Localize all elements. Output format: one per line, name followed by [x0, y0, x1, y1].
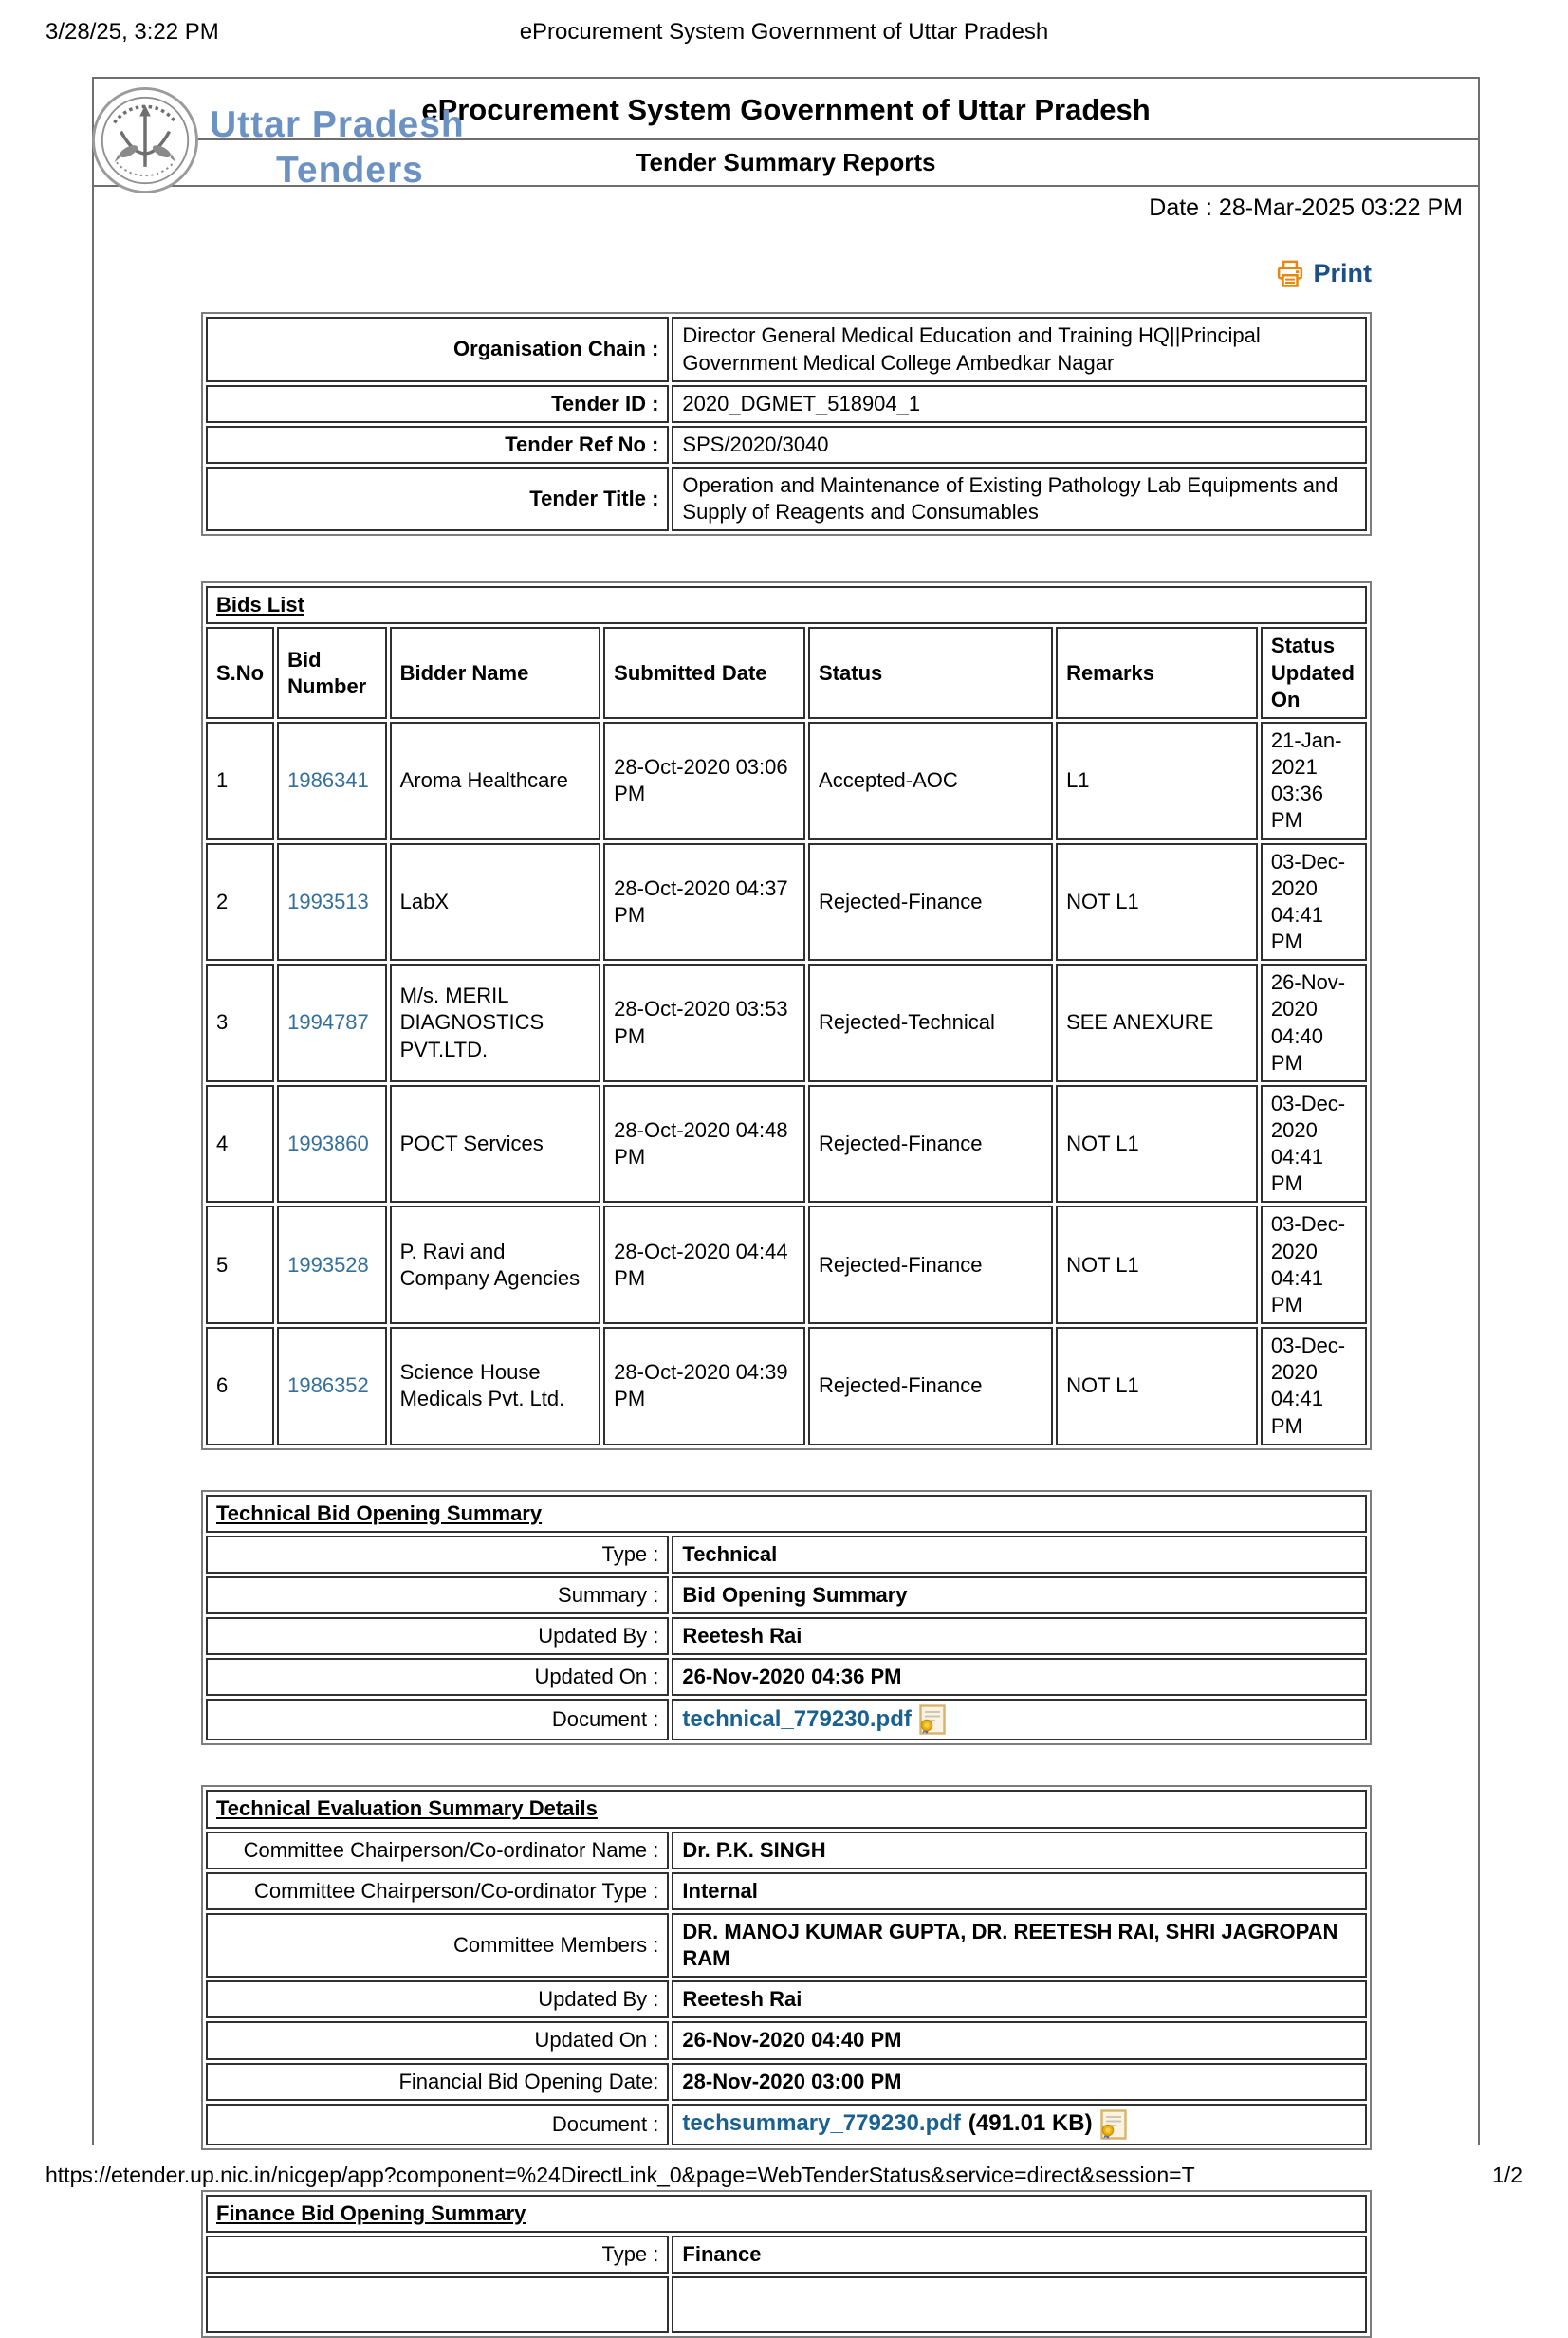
bid-row: [206, 722, 1367, 840]
field-value: Technical: [672, 1536, 1367, 1574]
field-label: Updated By :: [206, 1617, 669, 1655]
field-label: Financial Bid Opening Date:: [206, 2063, 669, 2101]
bid-row: [206, 1206, 1367, 1324]
field-value: SPS/2020/3040: [672, 426, 1367, 464]
bid-remarks: SEE ANEXURE: [1056, 964, 1258, 1082]
table-row: [206, 385, 1367, 423]
table-row: [206, 2104, 1367, 2145]
bid-row: [206, 1327, 1367, 1445]
field-value: 28-Nov-2020 03:00 PM: [672, 2063, 1367, 2101]
print-row: [201, 259, 1372, 299]
technical-evaluation-title: Technical Evaluation Summary Details: [206, 1790, 1367, 1828]
field-label: Updated On :: [206, 2021, 669, 2059]
bid-status: Accepted-AOC: [808, 722, 1053, 840]
column-header-sno: S.No: [206, 627, 274, 718]
field-value: Internal: [672, 1872, 1367, 1910]
certificate-icon: [919, 1704, 946, 1735]
table-row: [206, 426, 1367, 464]
report-content: [201, 259, 1372, 2338]
tender-info-table: [201, 312, 1372, 536]
bids-header-row: [206, 627, 1367, 718]
bid-remarks: NOT L1: [1056, 843, 1258, 962]
table-row: [206, 1576, 1367, 1614]
table-row: [206, 1832, 1367, 1869]
bid-number-link[interactable]: 1993528: [287, 1252, 369, 1277]
column-header-remarks: Remarks: [1056, 627, 1258, 718]
field-value: Dr. P.K. SINGH: [672, 1832, 1367, 1869]
report-date: Date : 28-Mar-2025 03:22 PM: [1149, 194, 1463, 222]
page-title: eProcurement System Government of Uttar Pradesh: [94, 79, 1478, 140]
bid-number-link[interactable]: 1986352: [287, 1373, 369, 1398]
report-subtitle: Tender Summary Reports: [94, 140, 1478, 187]
print-header-title: eProcurement System Government of Uttar Pradesh: [519, 19, 1049, 45]
table-row: [206, 1699, 1367, 1740]
bids-list-table: [201, 581, 1372, 1449]
table-row: [206, 1872, 1367, 1910]
bidder-name: P. Ravi and Company Agencies: [390, 1206, 601, 1324]
bid-status: Rejected-Finance: [808, 1085, 1053, 1204]
submitted-date: 28-Oct-2020 04:39 PM: [603, 1327, 805, 1445]
column-header-status-updated-on: Status Updated On: [1261, 627, 1367, 718]
field-label: Organisation Chain :: [206, 317, 669, 381]
bid-sno: 4: [206, 1085, 274, 1204]
field-value: Reetesh Rai: [672, 1980, 1367, 2018]
bid-row: [206, 843, 1367, 962]
bid-sno: 1: [206, 722, 274, 840]
table-row: [206, 2021, 1367, 2059]
table-row: [206, 467, 1367, 531]
logo-subtitle: Tenders: [276, 150, 424, 191]
field-label: Committee Chairperson/Co-ordinator Name :: [206, 1832, 669, 1869]
table-row: [206, 2063, 1367, 2101]
print-header-datetime: 3/28/25, 3:22 PM: [46, 19, 219, 45]
submitted-date: 28-Oct-2020 04:44 PM: [603, 1206, 805, 1324]
status-updated-on: 03-Dec-2020 04:41 PM: [1261, 1085, 1367, 1204]
table-row: [206, 586, 1367, 624]
table-row: [206, 1980, 1367, 2018]
field-value: DR. MANOJ KUMAR GUPTA, DR. REETESH RAI, SHRI JAGROPAN RAM: [672, 1913, 1367, 1978]
print-footer-url: https://etender.up.nic.in/nicgep/app?component=%24DirectLink_0&page=WebTenderStatus&service=direct&session=T: [46, 2163, 1195, 2187]
field-value: Director General Medical Education and Training HQ||Principal Government Medical College Ambedkar Nagar: [672, 317, 1367, 381]
technical-document-link[interactable]: technical_779230.pdf: [682, 1706, 912, 1733]
submitted-date: 28-Oct-2020 04:37 PM: [603, 843, 805, 962]
technical-bid-opening-table: [201, 1490, 1372, 1746]
field-label: Committee Members :: [206, 1913, 669, 1978]
printer-icon: [1276, 260, 1304, 288]
table-row: [206, 2195, 1367, 2233]
technical-evaluation-table: [201, 1785, 1372, 2149]
bid-status: Rejected-Finance: [808, 1327, 1053, 1445]
status-updated-on: 03-Dec-2020 04:41 PM: [1261, 1327, 1367, 1445]
bid-sno: 3: [206, 964, 274, 1082]
field-label: Updated On :: [206, 1658, 669, 1696]
bid-sno: 6: [206, 1327, 274, 1445]
bid-remarks: NOT L1: [1056, 1085, 1258, 1204]
logo-title: Uttar Pradesh: [210, 104, 465, 145]
table-row: [206, 1658, 1367, 1696]
field-value: Finance: [672, 2236, 1367, 2274]
column-header-submitted-date: Submitted Date: [603, 627, 805, 718]
submitted-date: 28-Oct-2020 04:48 PM: [603, 1085, 805, 1204]
bid-status: Rejected-Finance: [808, 843, 1053, 962]
bid-number-link[interactable]: 1993513: [287, 889, 369, 913]
table-row: [206, 1495, 1367, 1533]
bid-status: Rejected-Technical: [808, 964, 1053, 1082]
table-row: [206, 317, 1367, 381]
table-row: [206, 1790, 1367, 1828]
print-button[interactable]: [1276, 259, 1372, 288]
bid-number-link[interactable]: 1993860: [287, 1132, 369, 1156]
bids-list-title: Bids List: [206, 586, 1367, 624]
bidder-name: POCT Services: [390, 1085, 601, 1204]
table-row: [206, 2236, 1367, 2274]
submitted-date: 28-Oct-2020 03:53 PM: [603, 964, 805, 1082]
bidder-name: Science House Medicals Pvt. Ltd.: [390, 1327, 601, 1445]
field-value: Reetesh Rai: [672, 1617, 1367, 1655]
technical-bid-opening-title: Technical Bid Opening Summary: [206, 1495, 1367, 1533]
field-value: 2020_DGMET_518904_1: [672, 385, 1367, 423]
field-label: Updated By :: [206, 1980, 669, 2018]
column-header-bid-number: Bid Number: [277, 627, 386, 718]
finance-bid-opening-title: Finance Bid Opening Summary: [206, 2195, 1367, 2233]
certificate-icon: [1100, 2109, 1127, 2140]
status-updated-on: 21-Jan-2021 03:36 PM: [1261, 722, 1367, 840]
print-footer-page-number: 1/2: [1492, 2163, 1522, 2187]
bid-number-link[interactable]: 1994787: [287, 1010, 369, 1035]
field-label: Committee Chairperson/Co-ordinator Type :: [206, 1872, 669, 1910]
table-row: [206, 1617, 1367, 1655]
techsummary-document-link[interactable]: techsummary_779230.pdf: [682, 2110, 961, 2137]
bid-row: [206, 1085, 1367, 1204]
field-value: Bid Opening Summary: [672, 1576, 1367, 1614]
column-header-status: Status: [808, 627, 1053, 718]
bidder-name: Aroma Healthcare: [390, 722, 601, 840]
bidder-name: M/s. MERIL DIAGNOSTICS PVT.LTD.: [390, 964, 601, 1082]
bid-remarks: L1: [1056, 722, 1258, 840]
field-value: 26-Nov-2020 04:40 PM: [672, 2021, 1367, 2059]
document-size: (491.01 KB): [968, 2110, 1093, 2137]
bid-number-link[interactable]: 1986341: [287, 768, 369, 793]
table-row: [206, 1536, 1367, 1574]
bid-remarks: NOT L1: [1056, 1327, 1258, 1445]
field-value: Operation and Maintenance of Existing Pathology Lab Equipments and Supply of Reagents and Consumables: [672, 467, 1367, 531]
submitted-date: 28-Oct-2020 03:06 PM: [603, 722, 805, 840]
field-label: Summary :: [206, 1576, 669, 1614]
field-label: Document :: [206, 2104, 669, 2145]
field-label: Type :: [206, 1536, 669, 1574]
bid-sno: 5: [206, 1206, 274, 1324]
bid-row: [206, 964, 1367, 1082]
field-label: Tender Title :: [206, 467, 669, 531]
status-updated-on: 03-Dec-2020 04:41 PM: [1261, 843, 1367, 962]
field-label: Type :: [206, 2236, 669, 2274]
bid-status: Rejected-Finance: [808, 1206, 1053, 1324]
field-label: Tender ID :: [206, 385, 669, 423]
field-value: 26-Nov-2020 04:36 PM: [672, 1658, 1367, 1696]
bidder-name: LabX: [390, 843, 601, 962]
status-updated-on: 03-Dec-2020 04:41 PM: [1261, 1206, 1367, 1324]
print-button-label: Print: [1313, 259, 1372, 288]
table-row: [206, 1913, 1367, 1978]
column-header-bidder-name: Bidder Name: [390, 627, 601, 718]
bid-sno: 2: [206, 843, 274, 962]
browser-print-header: [46, 19, 1522, 51]
table-row-clipped: [206, 2276, 1367, 2333]
finance-bid-opening-table: [201, 2190, 1372, 2338]
field-label: Tender Ref No :: [206, 426, 669, 464]
field-label: Document :: [206, 1699, 669, 1740]
status-updated-on: 26-Nov-2020 04:40 PM: [1261, 964, 1367, 1082]
bid-remarks: NOT L1: [1056, 1206, 1258, 1324]
